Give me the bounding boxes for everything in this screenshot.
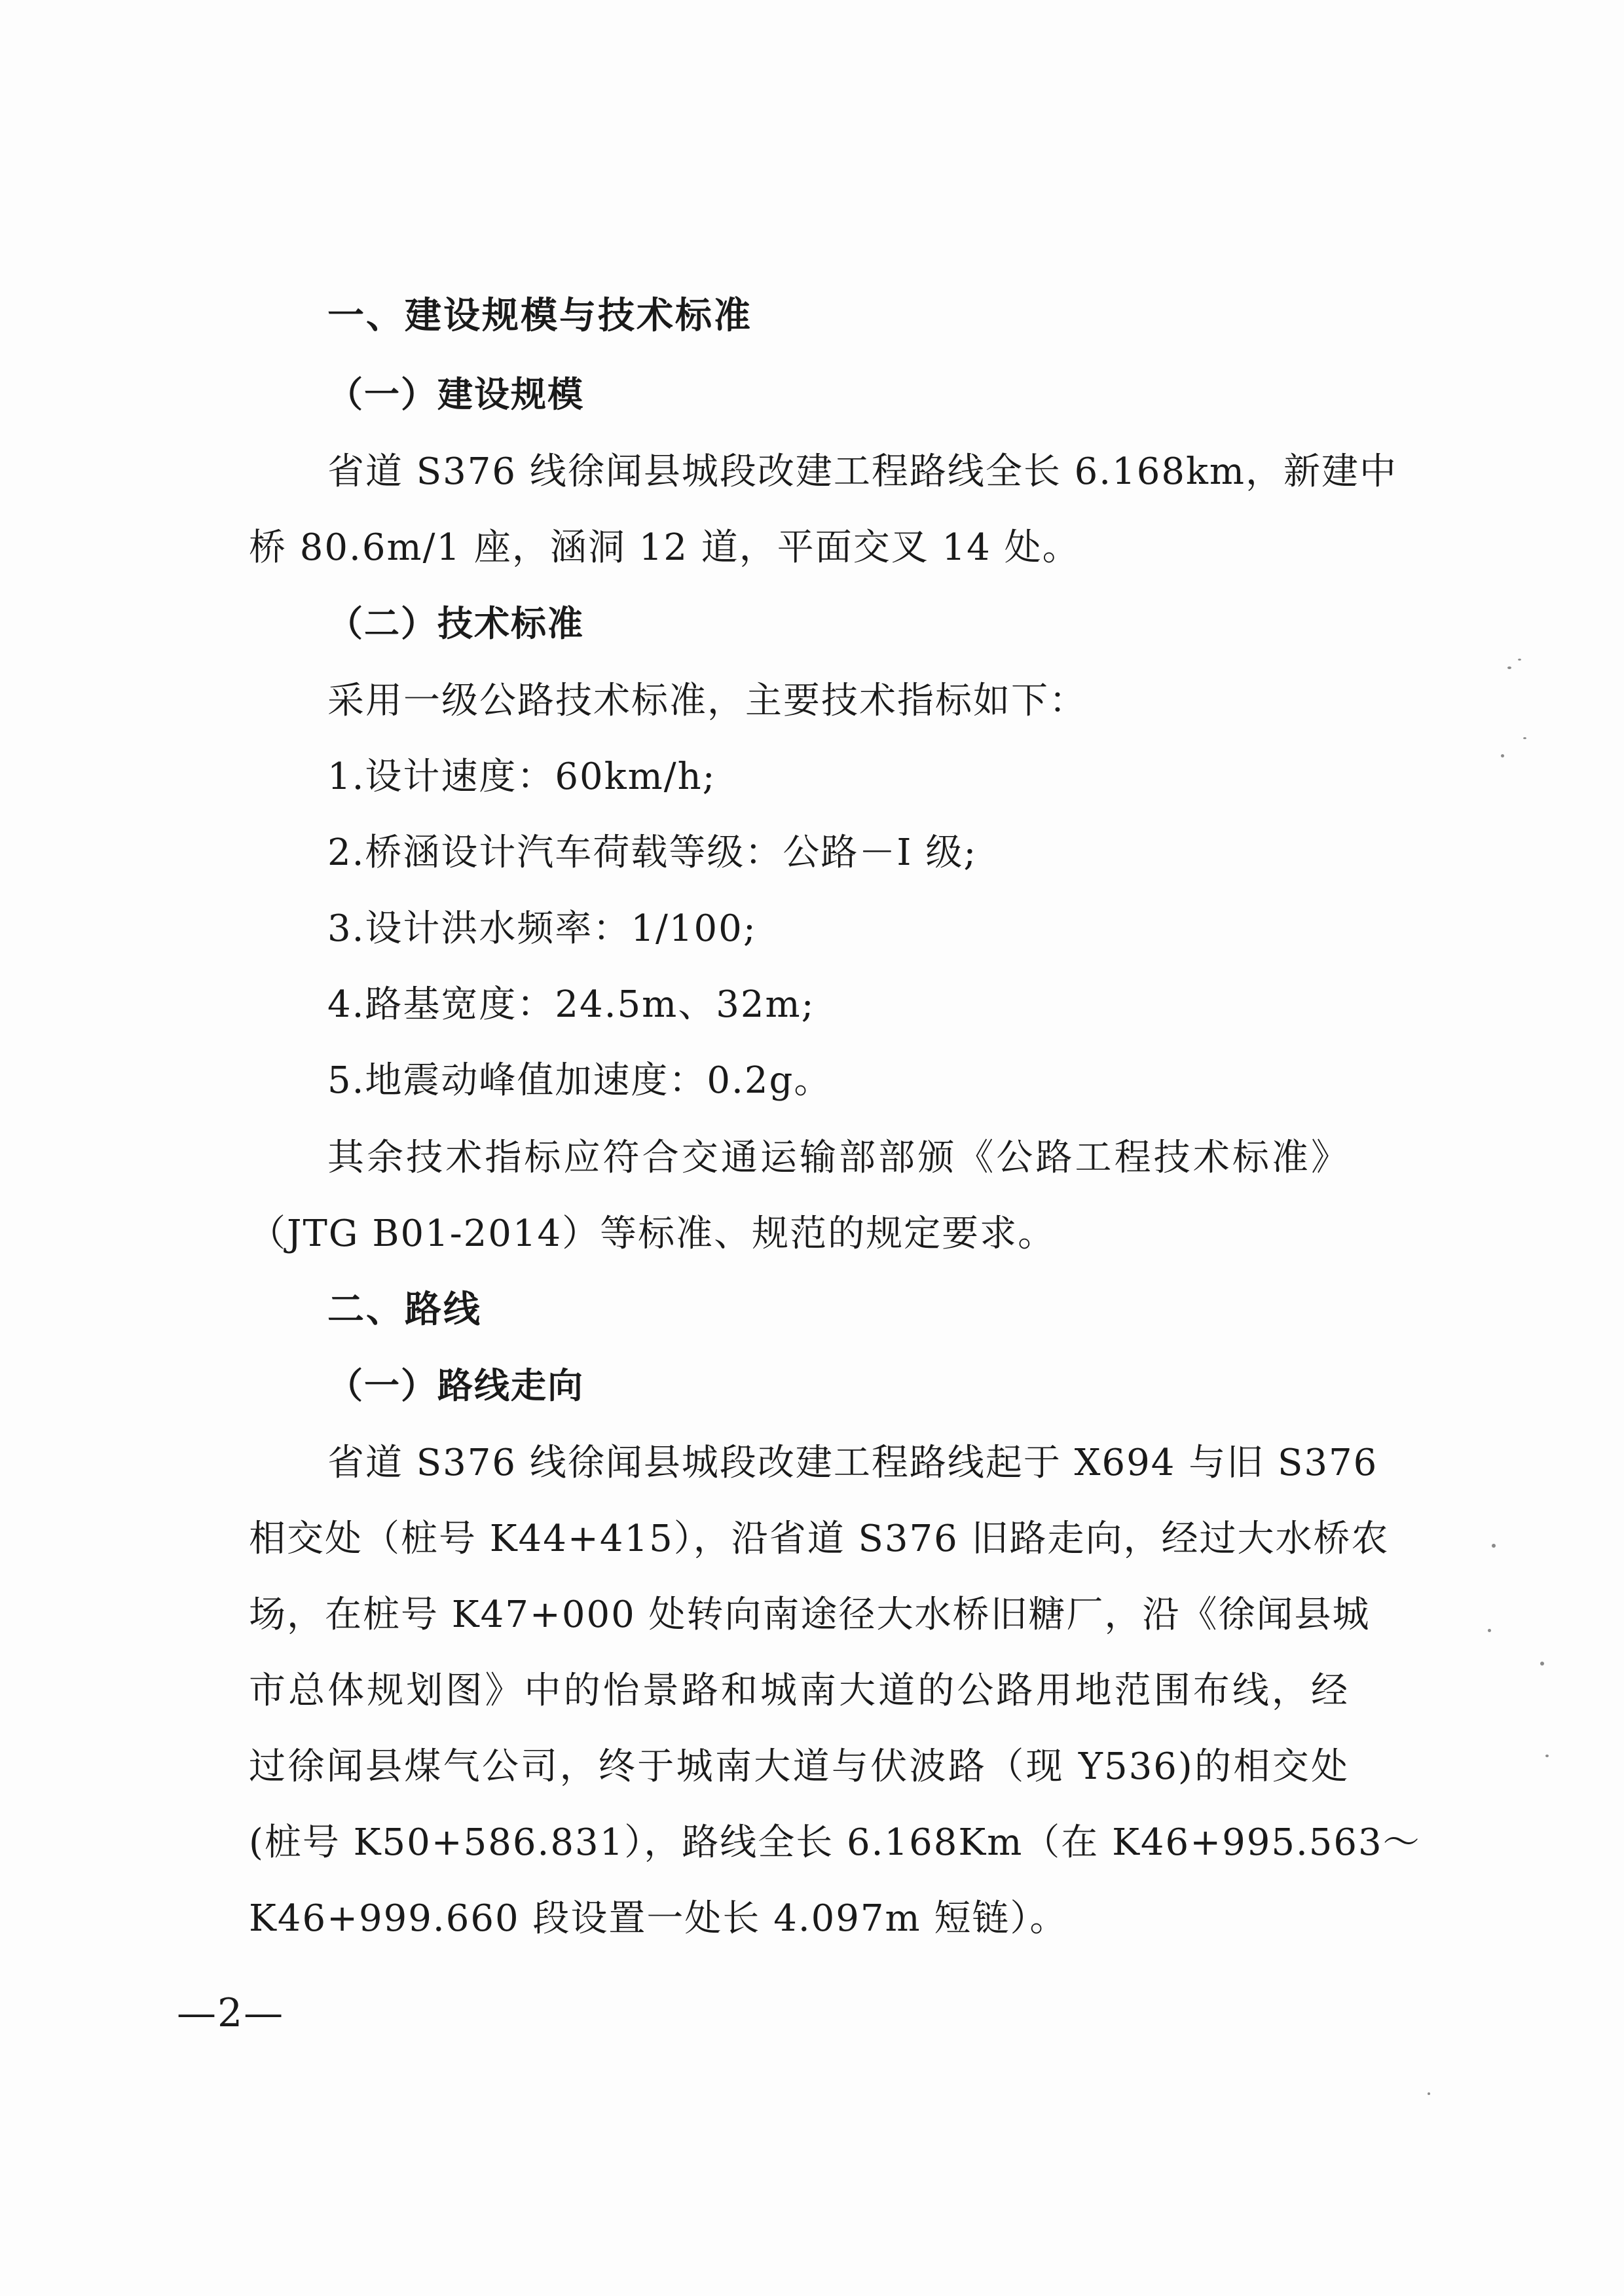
paragraph-line: （JTG B01-2014）等标准、规范的规定要求。 bbox=[249, 1212, 1056, 1255]
paragraph-line: 过徐闻县煤气公司，终于城南大道与伏波路（现 Y536)的相交处 bbox=[249, 1745, 1349, 1788]
paragraph-line: 市总体规划图》中的怡景路和城南大道的公路用地范围布线，经 bbox=[249, 1669, 1349, 1712]
list-item: 5.地震动峰值加速度：0.2g。 bbox=[327, 1059, 832, 1102]
paragraph-line: 场，在桩号 K47+000 处转向南途径大水桥旧糖厂，沿《徐闻县城 bbox=[249, 1594, 1371, 1636]
scan-speck bbox=[1540, 1662, 1544, 1666]
scan-speck bbox=[1518, 659, 1521, 661]
paragraph-line: 省道 S376 线徐闻县城段改建工程路线全长 6.168km，新建中 bbox=[327, 450, 1398, 493]
paragraph-line: 其余技术指标应符合交通运输部部颁《公路工程技术标准》 bbox=[327, 1137, 1349, 1179]
scan-speck bbox=[1545, 1755, 1549, 1757]
section-1-heading: 一、建设规模与技术标准 bbox=[327, 295, 752, 337]
paragraph-line: K46+999.660 段设置一处长 4.097m 短链）。 bbox=[249, 1897, 1068, 1940]
list-item: 1.设计速度：60km/h; bbox=[327, 756, 716, 798]
subsection-2-1-heading: （一）路线走向 bbox=[327, 1365, 584, 1406]
section-2-heading: 二、路线 bbox=[327, 1288, 482, 1331]
scan-speck bbox=[1501, 754, 1504, 757]
scan-speck bbox=[1492, 1544, 1496, 1548]
list-item: 4.路基宽度：24.5m、32m; bbox=[327, 983, 815, 1026]
scan-speck bbox=[1523, 737, 1526, 739]
paragraph-line: 相交处（桩号 K44+415），沿省道 S376 旧路走向，经过大水桥农 bbox=[249, 1518, 1390, 1560]
scan-speck bbox=[1428, 2092, 1430, 2095]
list-item: 3.设计洪水频率：1/100; bbox=[327, 907, 757, 950]
paragraph-line: 省道 S376 线徐闻县城段改建工程路线起于 X694 与旧 S376 bbox=[327, 1442, 1378, 1484]
list-item: 2.桥涵设计汽车荷载等级：公路－I 级; bbox=[327, 831, 978, 874]
scan-speck bbox=[1507, 666, 1511, 669]
subsection-1-1-heading: （一）建设规模 bbox=[327, 374, 584, 415]
paragraph-line: (桩号 K50+586.831），路线全长 6.168Km（在 K46+995.563～ bbox=[249, 1821, 1421, 1864]
paragraph-line: 采用一级公路技术标准，主要技术指标如下： bbox=[327, 680, 1087, 722]
scan-speck bbox=[1488, 1629, 1491, 1632]
paragraph-line: 桥 80.6m/1 座，涵洞 12 道，平面交叉 14 处。 bbox=[249, 526, 1080, 569]
page-number: —2— bbox=[177, 1990, 285, 2036]
subsection-1-2-heading: （二）技术标准 bbox=[327, 603, 584, 644]
